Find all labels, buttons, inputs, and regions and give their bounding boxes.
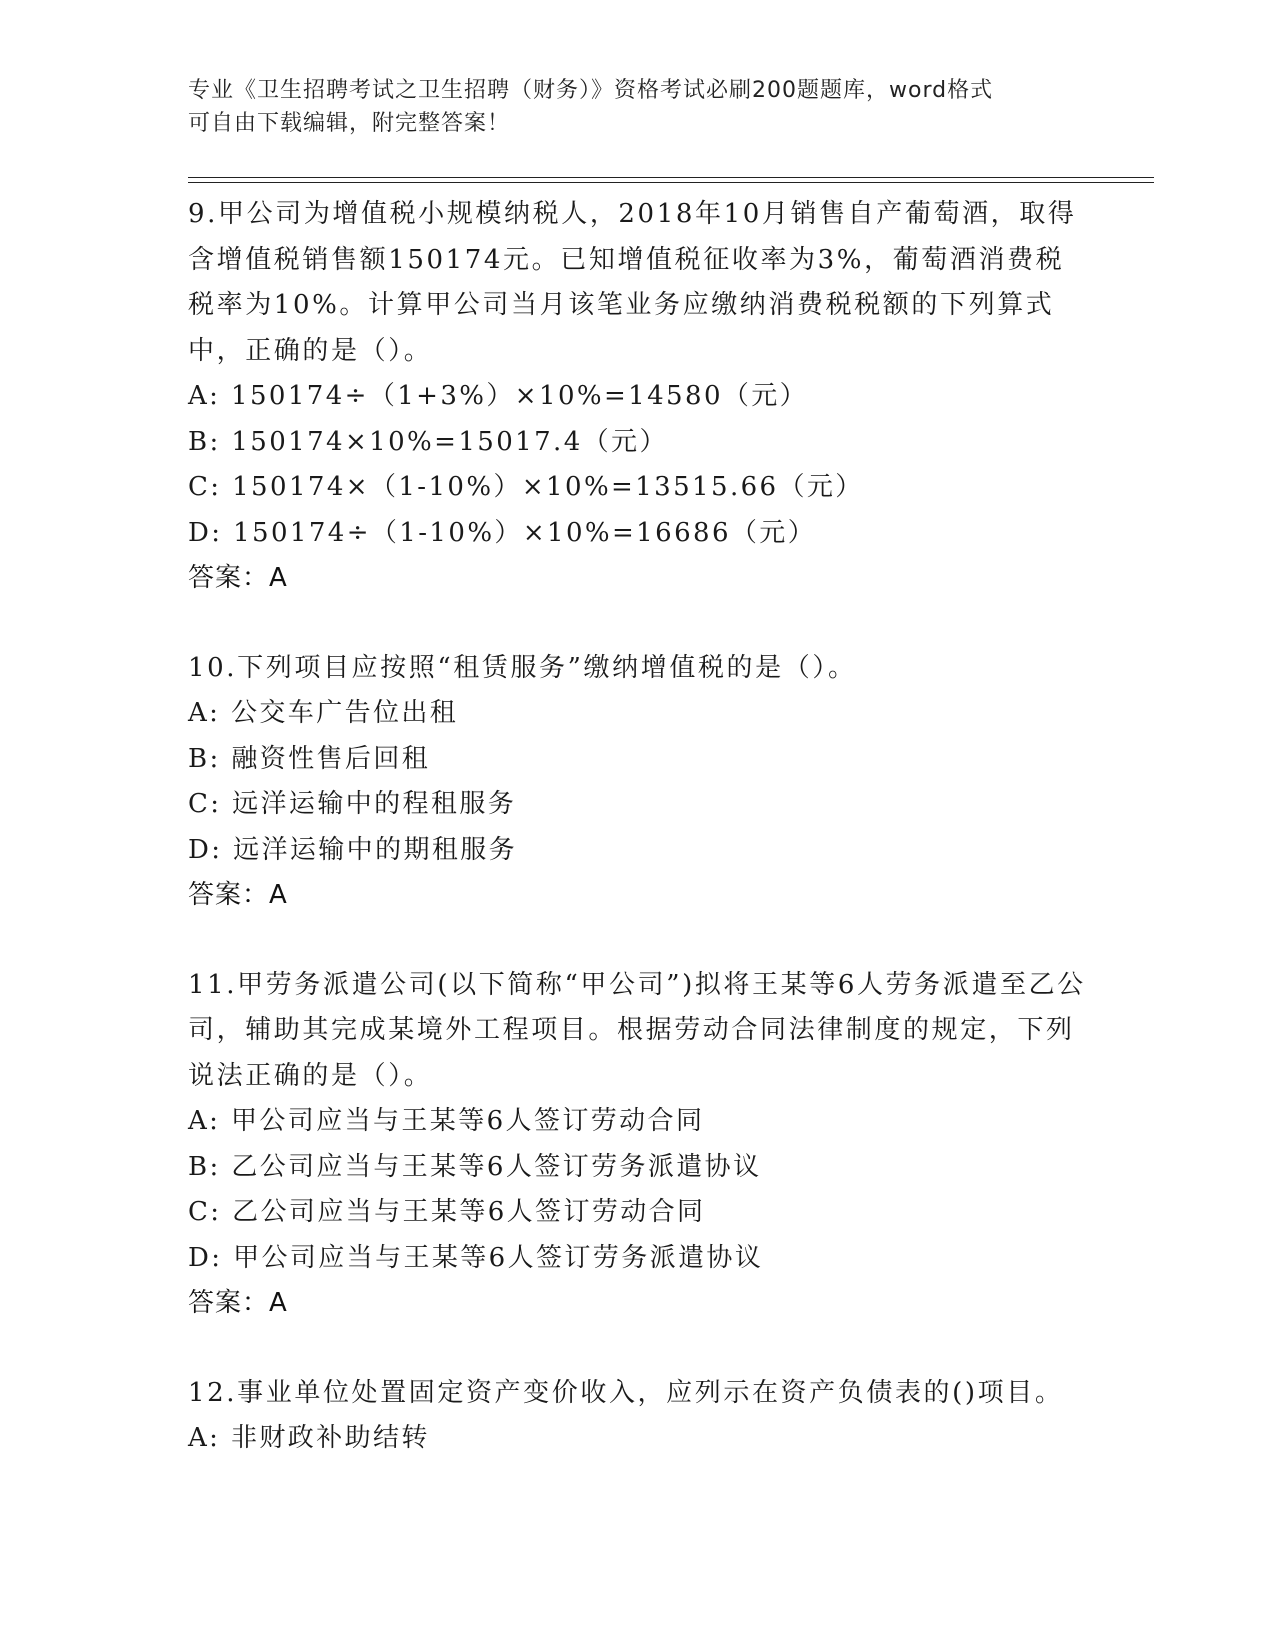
question-text: [188, 1371, 1088, 1417]
question-text: [188, 192, 1088, 374]
question-9: [188, 192, 1088, 602]
option-a: A: 非财政补助结转: [188, 1423, 430, 1453]
option-c: C: 150174×（1-10%）×10%=13515.66（元）: [188, 472, 864, 502]
question-body: 下列项目应按照“租赁服务”缴纳增值税的是（）。: [237, 652, 857, 683]
option-b: B: 融资性售后回租: [188, 743, 431, 774]
header-line-1: 专业《卫生招聘考试之卫生招聘（财务）》资格考试必刷200题题库，word格式: [188, 78, 994, 103]
answer: 答案：A: [188, 1288, 288, 1318]
question-text: [188, 646, 1088, 692]
question-body: 事业单位处置固定资产变价收入，应列示在资产负债表的()项目。: [237, 1377, 1064, 1408]
answer: 答案：A: [188, 563, 288, 593]
question-10: [188, 646, 1088, 919]
option-b: B: 乙公司应当与王某等6人签订劳务派遣协议: [188, 1151, 762, 1182]
question-number: 11.: [188, 969, 238, 1000]
option-c: C: 远洋运输中的程租服务: [188, 789, 517, 819]
question-body: 甲公司为增值税小规模纳税人，2018年10月销售自产葡萄酒，取得含增值税销售额150174元。已知增值税征收率为3%，葡萄酒消费税税率为10%。计算甲公司当月该笔业务应缴纳消费税税额的下列算式中，正确的是（）。: [188, 199, 1077, 366]
option-d: D: 远洋运输中的期租服务: [188, 834, 518, 865]
question-number: 9.: [188, 199, 219, 229]
document-header: [188, 74, 1068, 140]
option-c: C: 乙公司应当与王某等6人签订劳动合同: [188, 1197, 706, 1227]
option-d: D: 甲公司应当与王某等6人签订劳务派遣协议: [188, 1242, 764, 1273]
question-list: [188, 192, 1088, 1506]
question-number: 10.: [188, 652, 238, 683]
question-11: [188, 963, 1088, 1327]
option-d: D: 150174÷（1-10%）×10%=16686（元）: [188, 517, 817, 548]
question-12: [188, 1371, 1088, 1462]
question-body: 甲劳务派遣公司(以下简称“甲公司”)拟将王某等6人劳务派遣至乙公司，辅助其完成某境外工程项目。根据劳动合同法律制度的规定，下列说法正确的是（）。: [188, 969, 1086, 1091]
option-b: B: 150174×10%=15017.4（元）: [188, 426, 668, 457]
question-text: [188, 963, 1088, 1100]
option-a: A: 甲公司应当与王某等6人签订劳动合同: [188, 1106, 705, 1136]
option-a: A: 150174÷（1+3%）×10%=14580（元）: [188, 381, 809, 411]
header-line-2: 可自由下载编辑，附完整答案！: [188, 111, 511, 136]
answer: 答案：A: [188, 880, 288, 910]
header-rule-bottom: [188, 182, 1154, 183]
header-rule-top: [188, 177, 1154, 178]
option-a: A: 公交车广告位出租: [188, 698, 459, 728]
question-number: 12.: [188, 1377, 238, 1408]
